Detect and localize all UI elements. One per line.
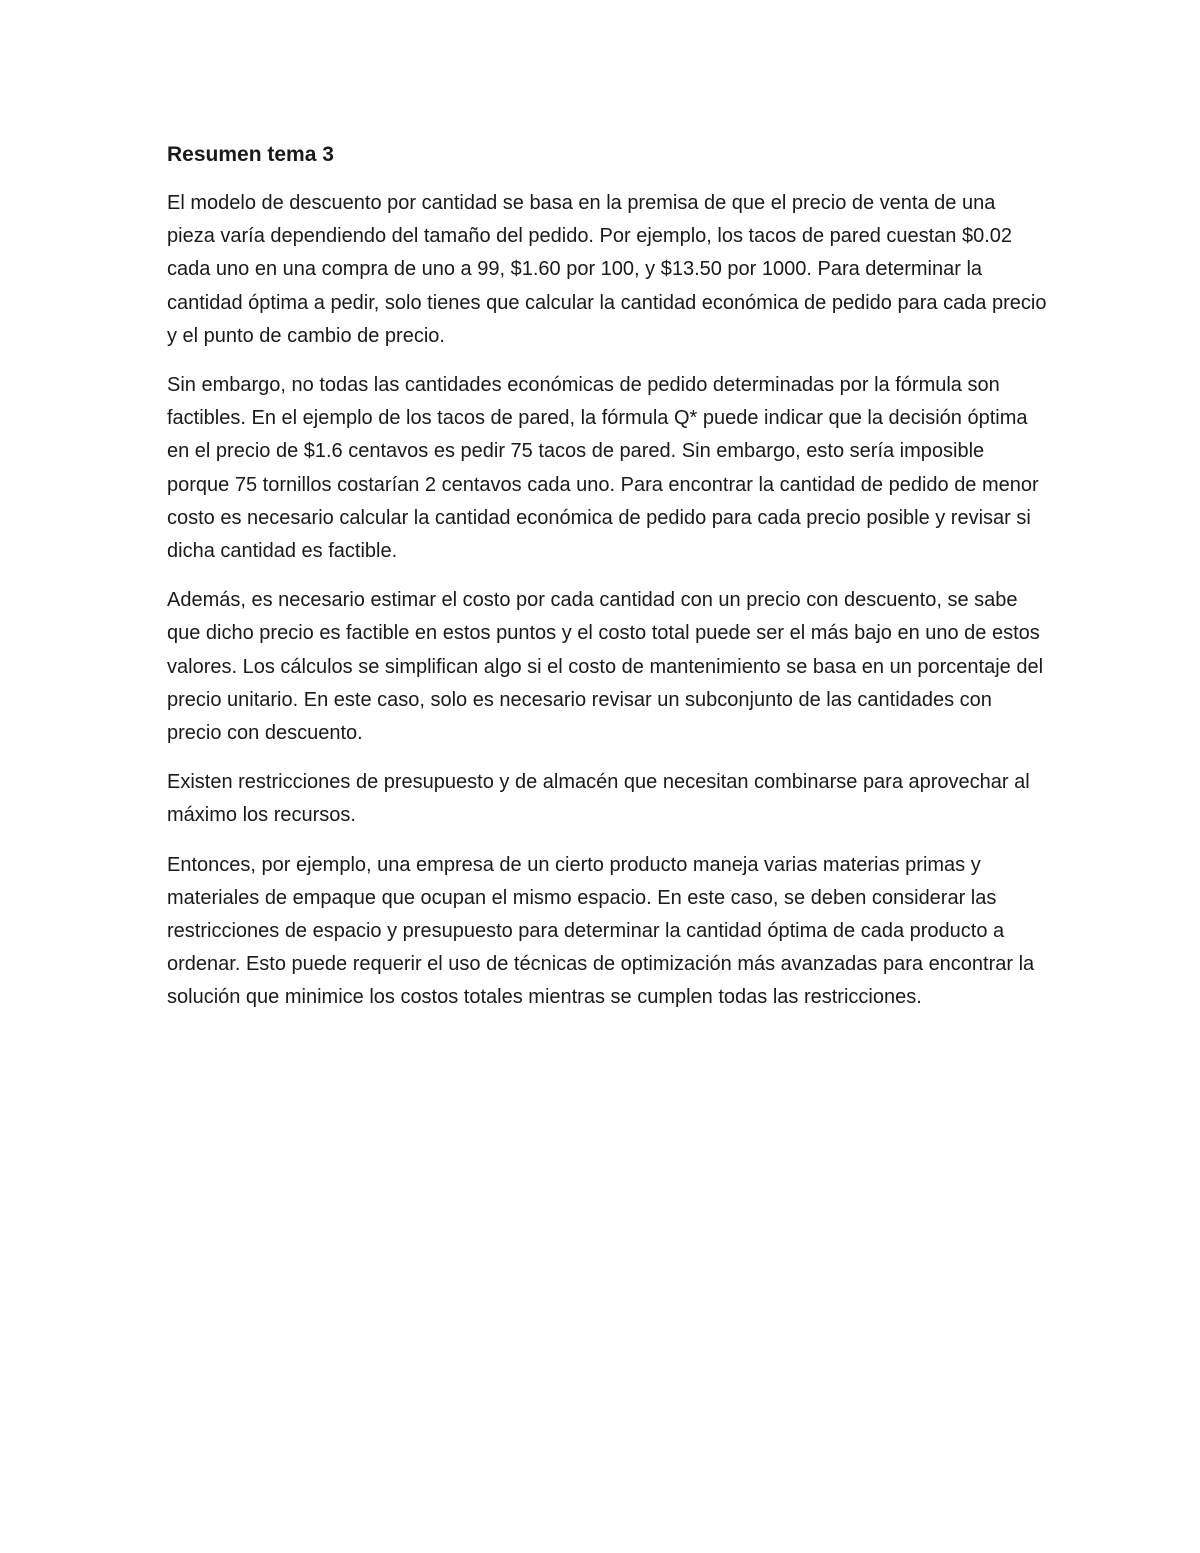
paragraph: Además, es necesario estimar el costo por cada cantidad con un precio con descuento, se sabe que dicho precio es factible en estos puntos y el costo total puede ser el más bajo en uno de estos valores. Los cálculos se simplifican algo si el costo de mantenimiento se basa en un porcentaje del precio unitario. En este caso, solo es necesario revisar un subconjunto de las cantidades con precio con descuento. xyxy=(167,589,1044,745)
paragraph: Entonces, por ejemplo, una empresa de un cierto producto maneja varias materias primas y materiales de empaque que ocupan el mismo espacio. En este caso, se deben considerar las restricciones de espacio y presupuesto para determinar la cantidad óptima de cada producto a ordenar. Esto puede requerir el uso de técnicas de optimización más avanzadas para encontrar la solución que minimice los costos totales mientras se cumplen todas las restricciones. xyxy=(167,853,1035,1009)
paragraph: Existen restricciones de presupuesto y de almacén que necesitan combinarse para aprovechar al máximo los recursos. xyxy=(167,771,1030,827)
document-page xyxy=(167,138,1047,1031)
paragraph: El modelo de descuento por cantidad se basa en la premisa de que el precio de venta de una pieza varía dependiendo del tamaño del pedido. Por ejemplo, los tacos de pared cuestan $0.02 cada uno en una compra de uno a 99, $1.60 por 100, y $13.50 por 1000. Para determinar la cantidad óptima a pedir, solo tienes que calcular la cantidad económica de pedido para cada precio y el punto de cambio de precio. xyxy=(167,192,1047,347)
document-title: Resumen tema 3 xyxy=(167,143,334,166)
paragraph: Sin embargo, no todas las cantidades económicas de pedido determinadas por la fórmula son factibles. En el ejemplo de los tacos de pared, la fórmula Q* puede indicar que la decisión óptima en el precio de $1.6 centavos es pedir 75 tacos de pared. Sin embargo, esto sería imposible porque 75 tornillos costarían 2 centavos cada uno. Para encontrar la cantidad de pedido de menor costo es necesario calcular la cantidad económica de pedido para cada precio posible y revisar si dicha cantidad es factible. xyxy=(167,374,1039,563)
